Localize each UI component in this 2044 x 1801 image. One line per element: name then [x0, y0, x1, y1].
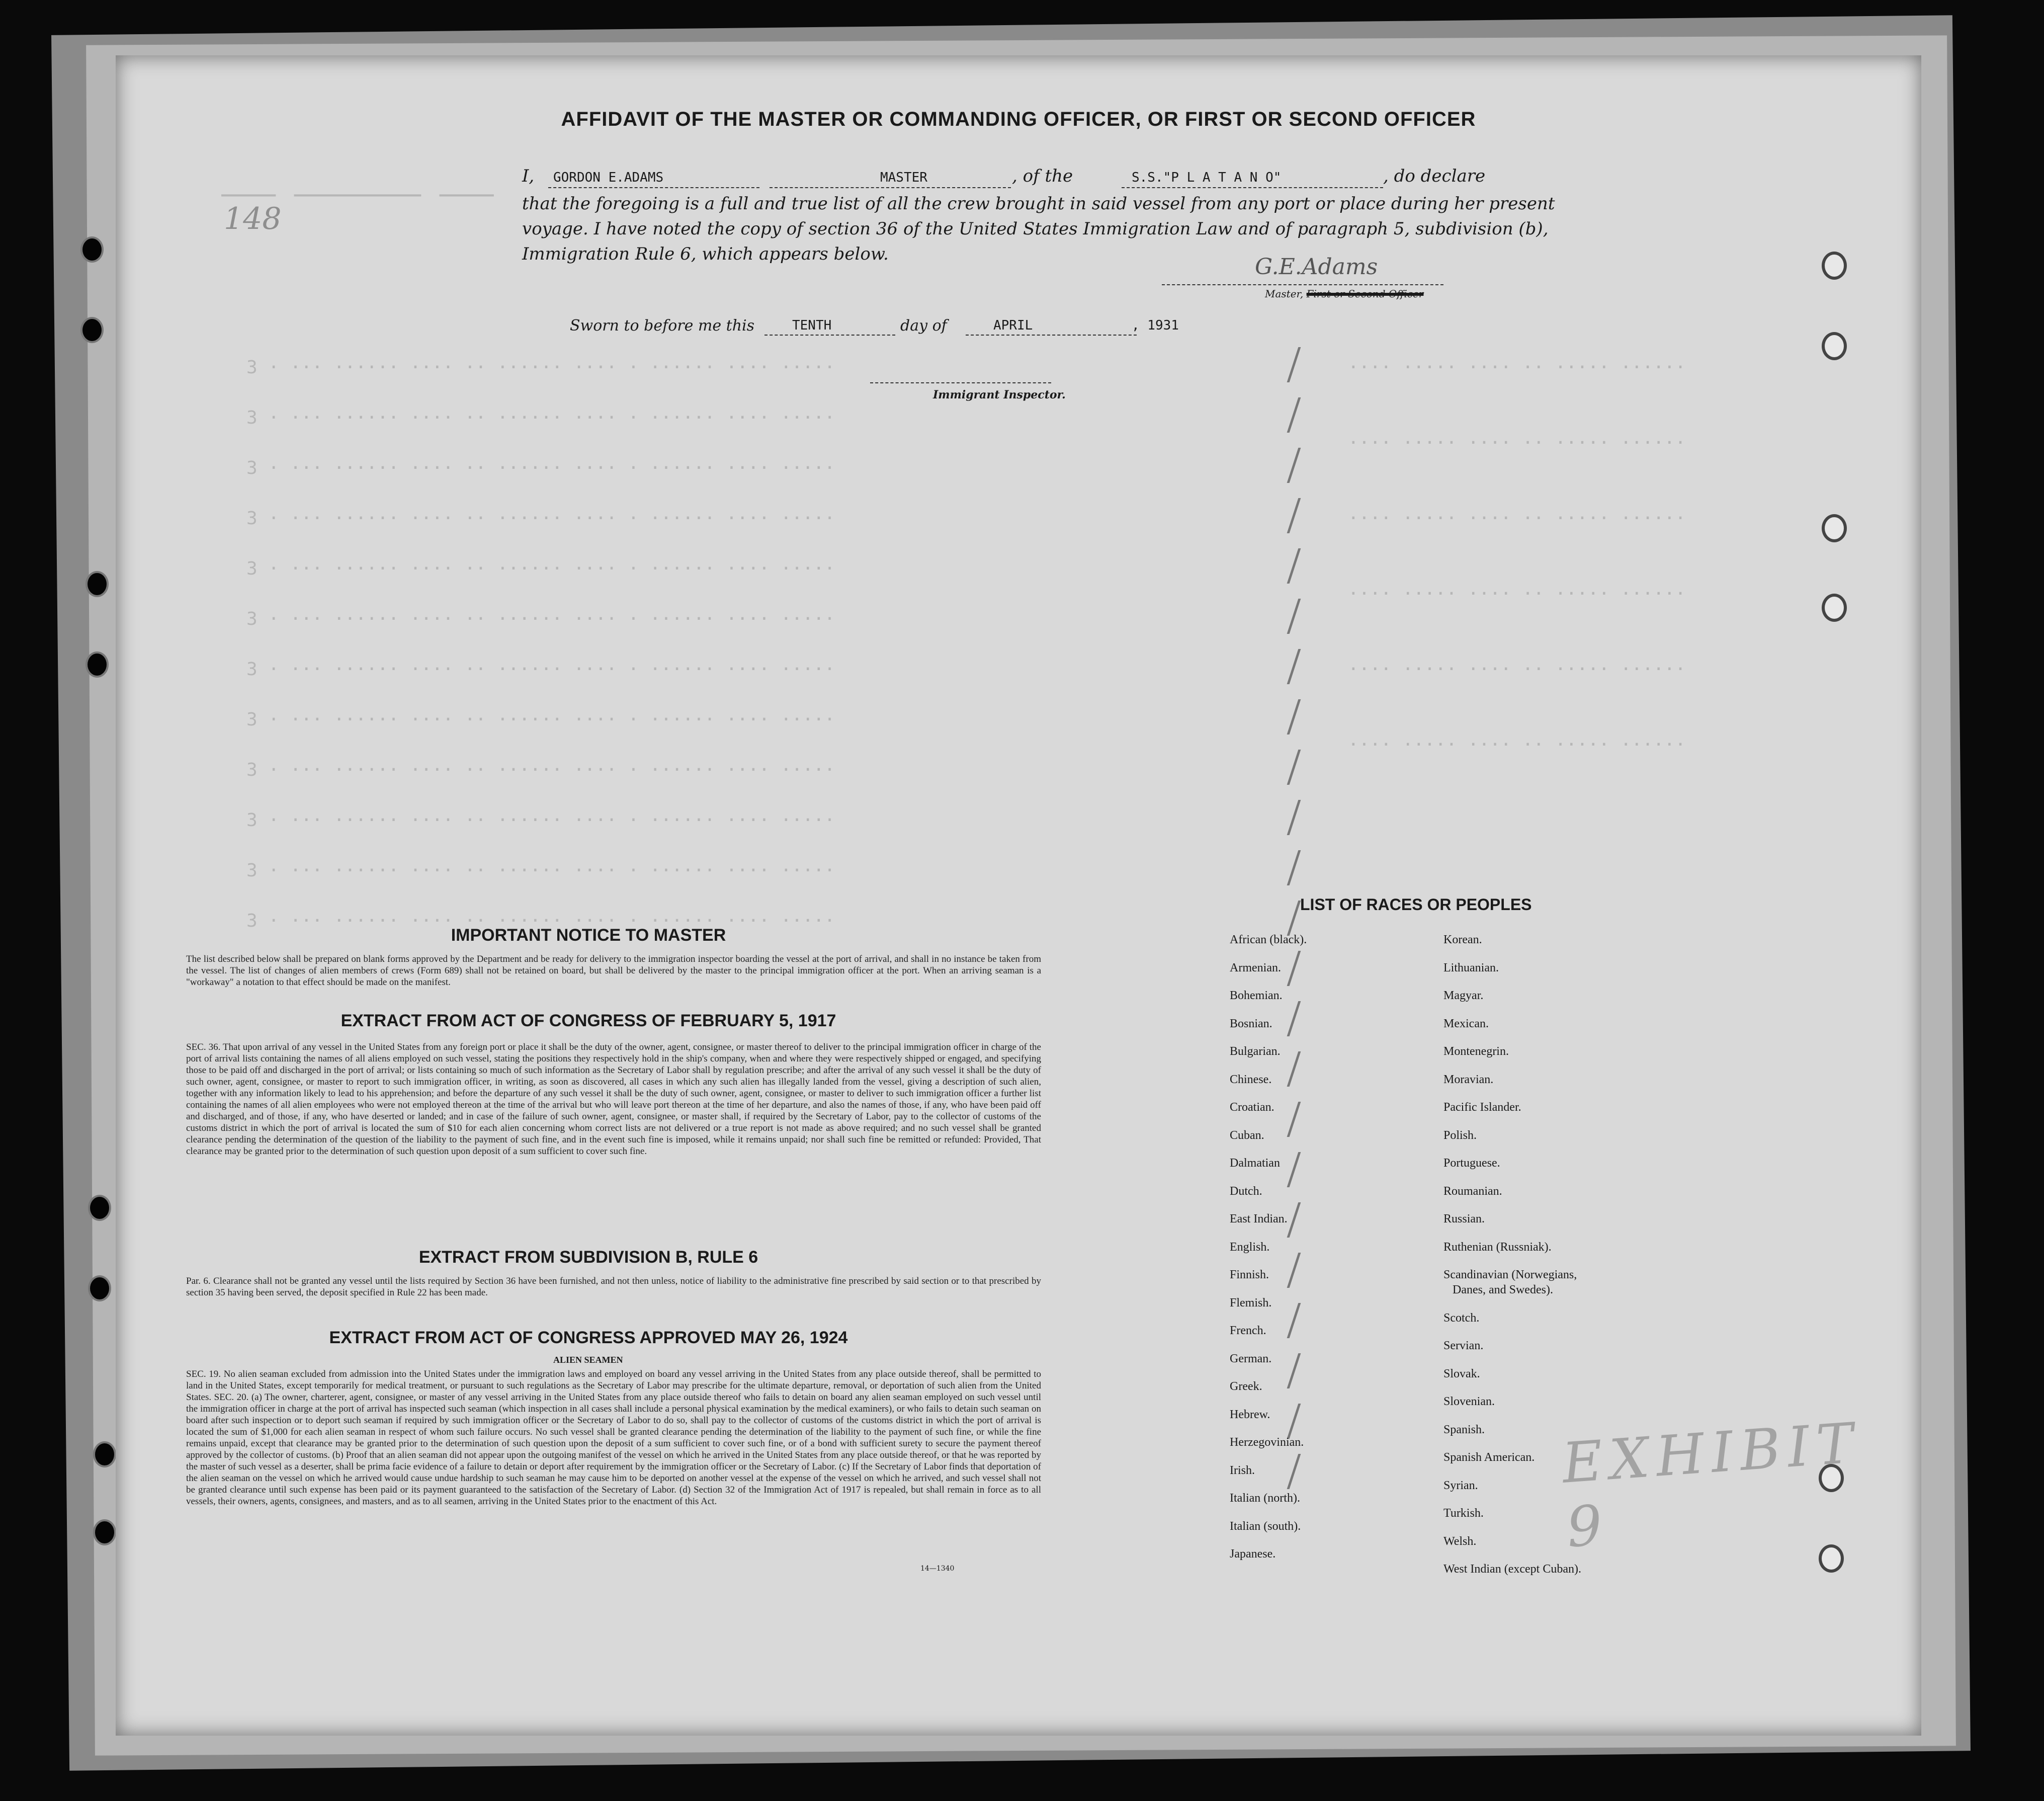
- race-item: Cuban.: [1230, 1128, 1264, 1142]
- tally-mark: [1287, 1353, 1308, 1388]
- affidavit-page: [116, 55, 1921, 1736]
- race-item: Herzegovinian.: [1230, 1436, 1304, 1449]
- bleed-through-text: 3 · ··· ······ ···· ·· ······ ···· · ······ ···· ·····: [246, 860, 835, 881]
- race-item: Italian (north).: [1230, 1492, 1300, 1505]
- do-declare-label: , do declare: [1383, 166, 1486, 186]
- punched-hole: [1822, 332, 1847, 360]
- declaration-line-2: that the foregoing is a full and true list of all the crew brought in said vessel from any port or place during her present: [522, 194, 1555, 214]
- race-item: Pacific Islander.: [1443, 1101, 1521, 1114]
- bleed-through-text: ···· ····· ···· ·· ····· ······: [1348, 734, 1686, 755]
- name-underline: [548, 187, 759, 188]
- binder-hole: [86, 571, 109, 597]
- tally-mark: [1287, 951, 1308, 986]
- race-item: African (black).: [1230, 933, 1307, 946]
- race-item: Korean.: [1443, 933, 1482, 946]
- tally-mark: [1287, 347, 1308, 382]
- race-item: East Indian.: [1230, 1212, 1288, 1225]
- bleed-through-text: 3 · ··· ······ ···· ·· ······ ···· · ······ ···· ·····: [246, 760, 835, 780]
- bleed-through-text: 3 · ··· ······ ···· ·· ······ ···· · ······ ···· ·····: [246, 609, 835, 629]
- tally-mark: [1287, 649, 1308, 684]
- bleed-through-text: 3 · ··· ······ ···· ·· ······ ···· · ······ ···· ·····: [246, 659, 835, 680]
- extract-1924-heading: EXTRACT FROM ACT OF CONGRESS APPROVED MAY 26, 1924: [329, 1328, 848, 1347]
- signature-caption: [1265, 288, 1423, 300]
- race-item: Spanish American.: [1443, 1451, 1535, 1464]
- race-item: Italian (south).: [1230, 1519, 1301, 1533]
- race-item: Ruthenian (Russniak).: [1443, 1240, 1552, 1254]
- extract-rule6-text: Par. 6. Clearance shall not be granted any vessel until the lists required by Section 36 have been furnished, and not then unless, notice of liability to the administrative fine prescribed by said section or to that prescribed by section 35 having been served, the deposit specified in Rule 22 has been made.: [186, 1276, 1041, 1298]
- day-underline: [764, 335, 895, 336]
- binder-hole: [93, 1519, 116, 1545]
- race-item: Chinese.: [1230, 1073, 1272, 1086]
- sworn-day: TENTH: [792, 318, 832, 333]
- extract-1917-heading: EXTRACT FROM ACT OF CONGRESS OF FEBRUARY 5, 1917: [340, 1011, 836, 1030]
- race-item: Turkish.: [1443, 1507, 1484, 1520]
- bleed-through-text: ···· ····· ···· ·· ····· ······: [1348, 659, 1686, 680]
- race-item: Dutch.: [1230, 1184, 1262, 1198]
- bleed-through-text: 3 · ··· ······ ···· ·· ······ ···· · ······ ···· ·····: [246, 508, 835, 529]
- punched-hole: [1822, 514, 1847, 542]
- races-heading: LIST OF RACES OR PEOPLES: [1300, 895, 1532, 914]
- tally-mark: [1287, 448, 1308, 483]
- affidavit-title: AFFIDAVIT OF THE MASTER OR COMMANDING OFFICER, OR FIRST OR SECOND OFFICER: [561, 108, 1476, 130]
- bleed-through-text: 3 · ··· ······ ···· ·· ······ ···· · ······ ···· ·····: [246, 558, 835, 579]
- bleed-through-text: 3 · ··· ······ ···· ·· ······ ···· · ······ ···· ·····: [246, 709, 835, 730]
- race-item: Mexican.: [1443, 1017, 1489, 1030]
- binder-hole: [93, 1441, 116, 1467]
- inspector-line: [870, 382, 1051, 383]
- tally-mark: [1287, 397, 1308, 433]
- race-item: Magyar.: [1443, 989, 1484, 1002]
- race-item: Irish.: [1230, 1463, 1255, 1477]
- tally-mark: [1287, 599, 1308, 634]
- race-item: Scandinavian (Norwegians,: [1443, 1268, 1577, 1281]
- exhibit-stamp: EXHIBIT 9: [1560, 1410, 1863, 1560]
- race-item: Danes, and Swedes).: [1453, 1283, 1553, 1296]
- race-item: Spanish.: [1443, 1423, 1485, 1436]
- master-name: GORDON E.ADAMS: [553, 170, 664, 185]
- master-signature: G.E.Adams: [1255, 254, 1378, 280]
- tally-mark: [1287, 750, 1308, 785]
- extract-1924-text: SEC. 19. No alien seaman excluded from admission into the United States under the immigration laws and employed on board any vessel arriving in the United States from any place outside thereof, shall be permitted to land in the United States, except temporarily for medical treatment, or pursuant to such regulations as the Secretary of Labor may prescribe for the ultimate departure, removal, or deportation of such alien from the United States. SEC. 20. (a) The owner, charterer, agent, consignee, or master of any vessel arriving in the United States from any place outside thereof who fails to detain on board any alien seaman employed on such vessel until the immigration officer in charge at the port of arrival has inspected such seaman (which inspection in all cases shall include a personal physical examination by the medical examiners), or who fails to detain such seaman on board after such inspection or to deport such seaman if required by such immigration officer or the Secretary of Labor to do so, shall pay to the collector of customs of the customs district in which the port of arrival is located the sum of $1,000 for each alien seaman in respect of whom such failure occurs. No such vessel shall be granted clearance pending the determination of the liability to the payment of such fine, or while the fine remains unpaid, except that clearance may be granted prior to the determination of such question upon the deposit of a sum sufficient to cover such fine, or of a bond with sufficient surety to secure the payment thereof approved by the collector of customs. (b) Proof that an alien seaman did not appear upon the outgoing manifest of the vessel on which he arrived in the United States from any place outside thereof, or that he was reported by the master of such vessel as a deserter, shall be prima facie evidence of a failure to detain or deport after requirement by the immigration officer or the Secretary of Labor. (c) If the Secretary of Labor finds that deportation of the alien seaman on the vessel on which he arrived would cause undue hardship to such seaman he may cause him to be deported on another vessel at the expense of the vessel on which he arrived, and such vessel shall not be granted clearance until such expense has been paid or its payment guaranteed to the satisfaction of the Secretary of Labor. (d) Section 32 of the Immigration Act of 1917 is repealed, but shall remain in force as to all vessels, their owners, agents, consignees, and masters, and as to all seamen, arriving in the United States prior to the enactment of this Act.: [186, 1369, 1041, 1507]
- inspector-caption: Immigrant Inspector.: [933, 388, 1066, 401]
- race-item: Russian.: [1443, 1212, 1485, 1225]
- bleed-through-text: ···· ····· ···· ·· ····· ······: [1348, 508, 1686, 529]
- vessel-underline: [1122, 187, 1383, 188]
- alien-seamen-subheading: ALIEN SEAMEN: [553, 1355, 623, 1365]
- notice-text: The list described below shall be prepared on blank forms approved by the Department and be ready for delivery to the immigration inspector boarding the vessel at the port of arrival, and shall in no instance be taken from the vessel. The list of changes of alien members of crews (Form 689) shall not be retained on board, but shall be delivered by the master to the principal immigration officer at the port. When an arriving seaman is a "workaway" a notation to that effect should be made on the manifest.: [186, 954, 1041, 988]
- bleed-through-text: 3 · ··· ······ ···· ·· ······ ···· · ······ ···· ·····: [246, 407, 835, 428]
- race-item: Lithuanian.: [1443, 961, 1499, 974]
- bleed-through-text: 3 · ··· ······ ···· ·· ······ ···· · ······ ···· ·····: [246, 458, 835, 478]
- race-item: Portuguese.: [1443, 1157, 1500, 1170]
- extract-1917-text: SEC. 36. That upon arrival of any vessel in the United States from any foreign port or place it shall be the duty of the owner, agent, consignee, or master thereof to deliver to the principal immigration officer in charge of the port of arrival lists containing the names of all aliens employed on such vessel, stating the positions they respectively hold in the ship's company, when and where they were respectively shipped or engaged, and specifying those to be paid off and discharged in the port of arrival; or lists containing so much of such information as the Secretary of Labor shall by regulation prescribe; and after the arrival of any such vessel it shall be the duty of such owner, agent, consignee, or master to report to such immigration officer, in writing, as soon as discovered, all cases in which any such alien has illegally landed from the vessel, giving a description of such alien, together with any information likely to lead to his apprehension; and before the departure of any such vessel it shall be the duty of such owner, agent, consignee, or master to deliver to such immigration officer a further list containing the names of all alien employees who were not employed thereon at the time of the arrival but who will leave port thereon at the time of her departure, and also the names of those, if any, who have been paid off and discharged, and of those, if any, who have deserted or landed; and in case of the failure of such owner, agent, consignee, or master shall, if required by the Secretary of Labor, pay to the collector of customs of the customs district in which the port of arrival is located the sum of $10 for each alien concerning whom correct lists are not delivered or a true report is not made as above required; and no such vessel shall be granted clearance pending the determination of the question of the liability to the payment of such fine, and in the event such fine is imposed, while it remains unpaid; nor shall such fine be remitted or refunded: Provided, That clearance may be granted prior to the determination of such question upon deposit of a sum sufficient to cover such fine.: [186, 1042, 1041, 1157]
- tally-mark: [1287, 1454, 1308, 1489]
- race-item: Finnish.: [1230, 1268, 1269, 1281]
- tally-mark: [1287, 850, 1308, 885]
- declaration-line-3: voyage. I have noted the copy of section 36 of the United States Immigration Law and of paragraph 5, subdivision (b),: [522, 219, 1549, 239]
- form-number: 14—1340: [920, 1565, 955, 1573]
- binder-hole: [86, 651, 109, 678]
- race-item: West Indian (except Cuban).: [1443, 1563, 1581, 1576]
- tally-mark: [1287, 1253, 1308, 1288]
- race-item: Dalmatian: [1230, 1157, 1280, 1170]
- race-item: Montenegrin.: [1443, 1045, 1509, 1058]
- extract-rule6-heading: EXTRACT FROM SUBDIVISION B, RULE 6: [418, 1248, 758, 1267]
- race-item: Armenian.: [1230, 961, 1281, 974]
- race-item: Greek.: [1230, 1380, 1262, 1393]
- tally-mark: [1287, 1102, 1308, 1137]
- race-item: Syrian.: [1443, 1479, 1478, 1492]
- declaration-line-4: Immigration Rule 6, which appears below.: [522, 244, 889, 264]
- race-item: Bulgarian.: [1230, 1045, 1281, 1058]
- bleed-through-text: ···· ····· ···· ·· ····· ······: [1348, 357, 1686, 378]
- race-item: Croatian.: [1230, 1101, 1274, 1114]
- race-item: Scotch.: [1443, 1311, 1480, 1325]
- tally-mark: [1287, 1152, 1308, 1187]
- master-label: Master,: [1265, 288, 1304, 300]
- binder-hole: [80, 236, 104, 263]
- tally-mark: [1287, 1202, 1308, 1238]
- sworn-year: , 1931: [1132, 318, 1179, 333]
- struck-title: First or Second Officer: [1306, 288, 1424, 300]
- punched-hole: [1822, 594, 1847, 622]
- punched-hole: [1819, 1544, 1844, 1573]
- race-item: Moravian.: [1443, 1073, 1494, 1086]
- race-item: Polish.: [1443, 1128, 1477, 1142]
- binder-hole: [80, 317, 104, 343]
- bleed-through-text: ···· ····· ···· ·· ····· ······: [1348, 433, 1686, 453]
- race-item: Flemish.: [1230, 1296, 1272, 1309]
- race-item: Roumanian.: [1443, 1184, 1502, 1198]
- tally-mark: [1287, 800, 1308, 835]
- master-rank: MASTER: [880, 170, 927, 185]
- binder-hole: [88, 1195, 111, 1221]
- race-item: Hebrew.: [1230, 1408, 1270, 1421]
- day-of-label: day of: [900, 317, 947, 335]
- race-item: Bohemian.: [1230, 989, 1283, 1002]
- sworn-prefix: Sworn to before me this: [570, 317, 755, 335]
- sworn-month: APRIL: [993, 318, 1033, 333]
- tally-mark: [1287, 1404, 1308, 1439]
- rank-underline: [770, 187, 1011, 188]
- bleed-through-text: 3 · ··· ······ ···· ·· ······ ···· · ······ ···· ·····: [246, 357, 835, 378]
- race-item: Bosnian.: [1230, 1017, 1272, 1030]
- declaration-prefix: I,: [522, 166, 535, 186]
- race-item: French.: [1230, 1324, 1266, 1337]
- tally-mark: [1287, 1051, 1308, 1087]
- of-the-label: , of the: [1012, 166, 1073, 186]
- punched-hole: [1822, 252, 1847, 280]
- margin-number: 148: [224, 201, 282, 236]
- notice-heading: IMPORTANT NOTICE TO MASTER: [451, 926, 726, 945]
- race-item: Japanese.: [1230, 1547, 1276, 1561]
- race-item: Slovak.: [1443, 1367, 1480, 1380]
- month-underline: [966, 335, 1137, 336]
- bleed-through-text: ——— ——————— ———: [221, 176, 494, 211]
- bleed-through-text: ···· ····· ···· ·· ····· ······: [1348, 584, 1686, 604]
- race-item: English.: [1230, 1240, 1270, 1254]
- race-item: Slovenian.: [1443, 1395, 1495, 1408]
- race-item: Servian.: [1443, 1339, 1484, 1352]
- vessel-name: S.S."P L A T A N O": [1132, 170, 1282, 185]
- signature-line: [1162, 284, 1443, 285]
- tally-mark: [1287, 1303, 1308, 1338]
- race-item: German.: [1230, 1352, 1272, 1365]
- tally-mark: [1287, 699, 1308, 734]
- tally-mark: [1287, 498, 1308, 533]
- race-item: Welsh.: [1443, 1534, 1477, 1548]
- bleed-through-text: 3 · ··· ······ ···· ·· ······ ···· · ······ ···· ·····: [246, 810, 835, 831]
- binder-hole: [88, 1275, 111, 1301]
- tally-mark: [1287, 548, 1308, 584]
- bleed-through-text: 3 · ··· ······ ···· ·· ······ ···· · ······ ···· ·····: [246, 911, 835, 931]
- tally-mark: [1287, 1001, 1308, 1036]
